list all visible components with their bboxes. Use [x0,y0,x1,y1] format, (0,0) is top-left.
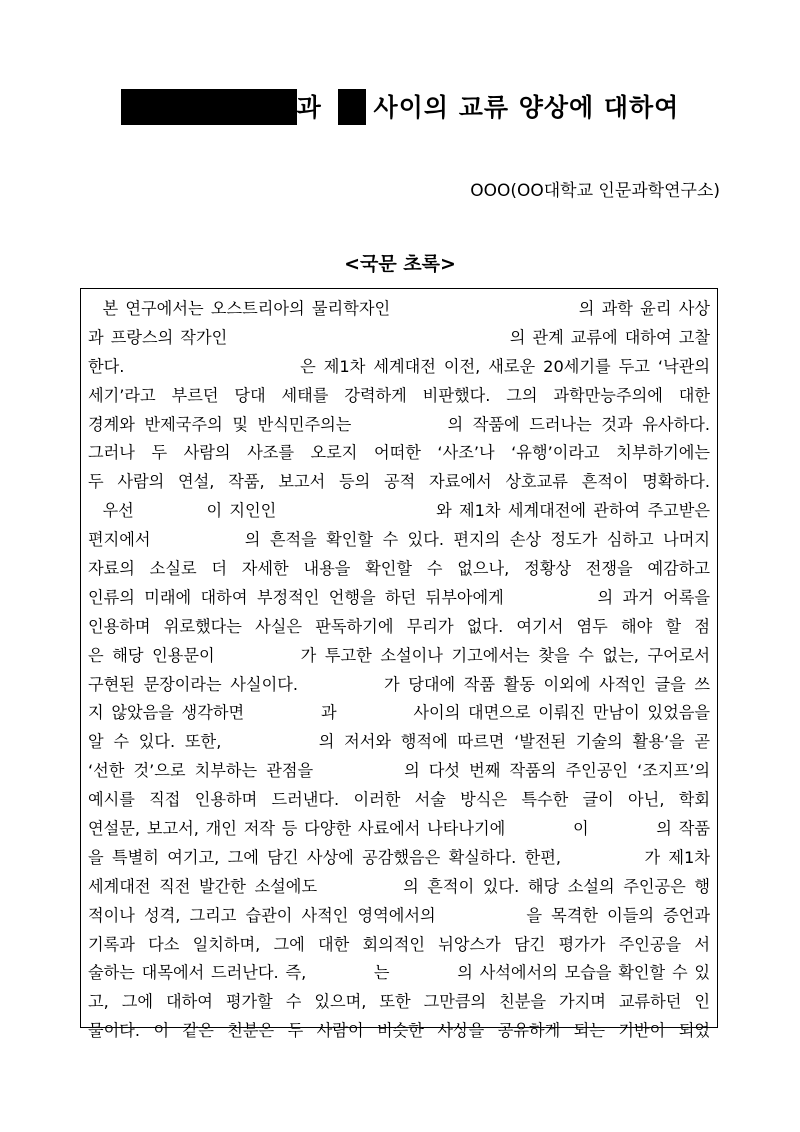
abstract-line: 적이나 성격, 그리고 습관이 사적인 영역에서의 을 목격한 이들의 증언과 [88,905,710,925]
redacted-name-1 [121,89,297,125]
abstract-line: 과 프랑스의 작가인 의 관계 교류에 대하여 고찰 [88,327,710,347]
abstract-line: 본 연구에서는 오스트리아의 물리학자인 의 과학 윤리 사상 [88,299,710,318]
abstract-line: 기록과 다소 일치하며, 그에 대한 회의적인 뉘앙스가 담긴 평가가 주인공을 서 [88,934,710,954]
abstract-line: 편지에서 의 흔적을 확인할 수 있다. 편지의 손상 정도가 심하고 나머지 [88,530,710,550]
abstract-line: 술하는 대목에서 드러난다. 즉, 는 의 사석에서의 모습을 확인할 수 있 [88,963,710,983]
abstract-heading: <국문 초록> [344,253,456,275]
abstract-line: 물이다. 이 같은 친분은 두 사람이 비슷한 사상을 공유하게 되는 기반이 되었 [88,1021,710,1041]
abstract-line: 그러나 두 사람의 사조를 오로지 어떠한 ‘사조’나 ‘유행’이라고 치부하기에는 [88,443,710,463]
abstract-line: 알 수 있다. 또한, 의 저서와 행적에 따르면 ‘발전된 기술의 활용’을 곧 [88,732,710,752]
abstract-line: 두 사람의 연설, 작품, 보고서 등의 공적 자료에서 상호교류 흔적이 명확하다. [88,472,710,492]
paper-title [0,88,800,125]
abstract-line: 인용하며 위로했다는 사실은 판독하기에 무리가 없다. 여기서 염두 해야 할 점 [88,616,710,636]
abstract-line: ‘선한 것’으로 치부하는 관점을 의 다섯 번째 작품의 주인공인 ‘조지프’의 [88,761,710,781]
author-affiliation: OOO(OO대학교 인문과학연구소) [470,181,720,201]
abstract-line: 세기’라고 부르던 당대 세태를 강력하게 비판했다. 그의 과학만능주의에 대한 [88,385,710,405]
title-part-1: 과 [296,93,322,122]
abstract-line: 을 특별히 여기고, 그에 담긴 사상에 공감했음은 확실하다. 한편, 가 제1차 [88,847,710,867]
abstract-line: 세계대전 직전 발간한 소설에도 의 흔적이 있다. 해당 소설의 주인공은 행 [88,876,710,896]
title-part-2: 사이의 교류 양상에 대하여 [373,93,680,122]
abstract-line: 경계와 반제국주의 및 반식민주의는 의 작품에 드러나는 것과 유사하다. [88,414,710,434]
abstract-line: 자료의 소실로 더 자세한 내용을 확인할 수 없으나, 정황상 전쟁을 예감하고 [88,559,710,579]
abstract-line: 우선 이 지인인 와 제1차 세계대전에 관하여 주고받은 [88,501,710,521]
abstract-line: 지 않았음을 생각하면 과 사이의 대면으로 이뤄진 만남이 있었음을 [88,703,710,723]
redacted-name-2 [338,89,366,125]
abstract-line: 예시를 직접 인용하며 드러낸다. 이러한 서술 방식은 특수한 글이 아닌, 학회 [88,790,710,810]
abstract-line: 고, 그에 대하여 평가할 수 있으며, 또한 그만큼의 친분을 가지며 교류하던 인 [88,992,710,1012]
abstract-line: 한다. 은 제1차 세계대전 이전, 새로운 20세기를 두고 ‘낙관의 [88,356,710,376]
abstract-box [80,288,718,1041]
abstract-line: 연설문, 보고서, 개인 저작 등 다양한 사료에서 나타나기에 이 의 작품 [88,819,710,839]
abstract-line: 은 해당 인용문이 가 투고한 소설이나 기고에서는 찾을 수 없는, 구어로서 [88,645,710,665]
abstract-line: 구현된 문장이라는 사실이다. 가 당대에 작품 활동 이외에 사적인 글을 쓰 [88,674,710,694]
abstract-line: 인류의 미래에 대하여 부정적인 언행을 하던 뒤부아에게 의 과거 어록을 [88,587,710,607]
